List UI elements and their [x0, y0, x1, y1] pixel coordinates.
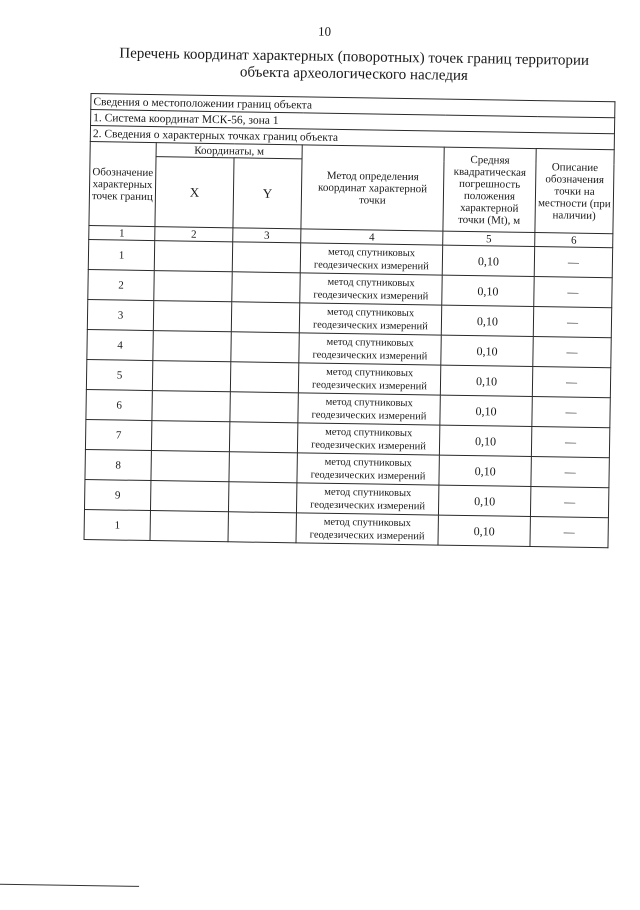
y-cell	[232, 242, 300, 273]
description-cell: —	[530, 517, 608, 548]
column-number: 1	[89, 226, 155, 241]
point-cell: 1	[84, 510, 150, 541]
y-cell	[231, 302, 299, 333]
error-cell: 0,10	[442, 275, 534, 306]
header-coordinates: Координаты, м	[156, 143, 302, 159]
description-cell: —	[532, 397, 610, 428]
x-cell	[151, 451, 229, 482]
method-cell: метод спутниковых геодезических измерений	[299, 303, 441, 335]
method-cell: метод спутниковых геодезических измерений	[296, 483, 438, 515]
x-cell	[153, 331, 231, 362]
column-number: 3	[233, 228, 301, 243]
x-cell	[150, 481, 228, 512]
footnote-separator	[0, 884, 139, 887]
method-cell: метод спутниковых геодезических измерений	[297, 453, 439, 485]
point-cell: 7	[85, 420, 151, 451]
description-cell: —	[531, 427, 609, 458]
y-cell	[229, 452, 297, 483]
x-cell	[154, 271, 232, 302]
point-cell: 2	[88, 270, 154, 301]
page-number: 10	[317, 23, 332, 39]
error-cell: 0,10	[439, 455, 531, 486]
y-cell	[229, 422, 297, 453]
x-cell	[150, 511, 228, 542]
y-cell	[231, 332, 299, 363]
point-cell: 1	[88, 240, 154, 271]
method-cell: метод спутниковых геодезических измерений	[298, 363, 440, 395]
column-number: 6	[535, 233, 613, 248]
column-number: 4	[301, 229, 443, 245]
point-cell: 8	[85, 450, 151, 481]
coordinate-system-row: 1. Система координат МСК-56, зона 1	[91, 110, 615, 134]
points-info-heading: 2. Сведения о характерных точках границ объекта	[90, 126, 614, 150]
description-cell: —	[530, 487, 608, 518]
error-cell: 0,10	[440, 365, 532, 396]
x-cell	[153, 301, 231, 332]
method-cell: метод спутниковых геодезических измерений	[296, 513, 438, 545]
method-cell: метод спутниковых геодезических измерений	[299, 333, 441, 365]
header-method: Метод определения координат характерной точки	[301, 145, 444, 231]
header-error: Средняя квадратическая погрешность положения характерной точки (Mt), м	[443, 147, 536, 232]
point-cell: 4	[87, 330, 153, 361]
location-section-heading: Сведения о местоположении границ объекта	[91, 94, 615, 118]
method-cell: метод спутниковых геодезических измерений	[297, 423, 439, 455]
title-line-1: Перечень координат характерных (поворотных) точек границ территории	[119, 45, 590, 69]
method-cell: метод спутниковых геодезических измерений	[300, 273, 442, 305]
description-cell: —	[534, 277, 612, 308]
x-cell	[152, 361, 230, 392]
coordinates-table	[84, 93, 616, 548]
y-cell	[230, 362, 298, 393]
y-cell	[228, 482, 296, 513]
method-cell: метод спутниковых геодезических измерений	[298, 393, 440, 425]
description-cell: —	[532, 367, 610, 398]
error-cell: 0,10	[441, 305, 533, 336]
error-cell: 0,10	[438, 515, 530, 546]
header-y: Y	[233, 158, 302, 229]
description-cell: —	[534, 247, 612, 278]
point-cell: 6	[86, 390, 152, 421]
column-number: 5	[443, 231, 535, 246]
x-cell	[151, 421, 229, 452]
error-cell: 0,10	[442, 245, 534, 276]
header-description: Описание обозначения точки на местности (при наличии)	[535, 149, 614, 234]
description-cell: —	[533, 337, 611, 368]
error-cell: 0,10	[438, 485, 530, 516]
y-cell	[228, 512, 296, 543]
document-title	[94, 45, 614, 87]
error-cell: 0,10	[440, 395, 532, 426]
column-number: 2	[155, 227, 233, 242]
error-cell: 0,10	[439, 425, 531, 456]
description-cell: —	[531, 457, 609, 488]
point-cell: 5	[86, 360, 152, 391]
method-cell: метод спутниковых геодезических измерений	[300, 243, 442, 275]
title-line-2: объекта археологического наследия	[239, 64, 468, 84]
header-x: X	[155, 157, 234, 228]
x-cell	[152, 391, 230, 422]
y-cell	[232, 272, 300, 303]
y-cell	[230, 392, 298, 423]
header-point-designation: Обозначение характерных точек границ	[89, 142, 156, 227]
description-cell: —	[533, 307, 611, 338]
point-cell: 3	[87, 300, 153, 331]
error-cell: 0,10	[441, 335, 533, 366]
x-cell	[154, 241, 232, 272]
point-cell: 9	[84, 480, 150, 511]
